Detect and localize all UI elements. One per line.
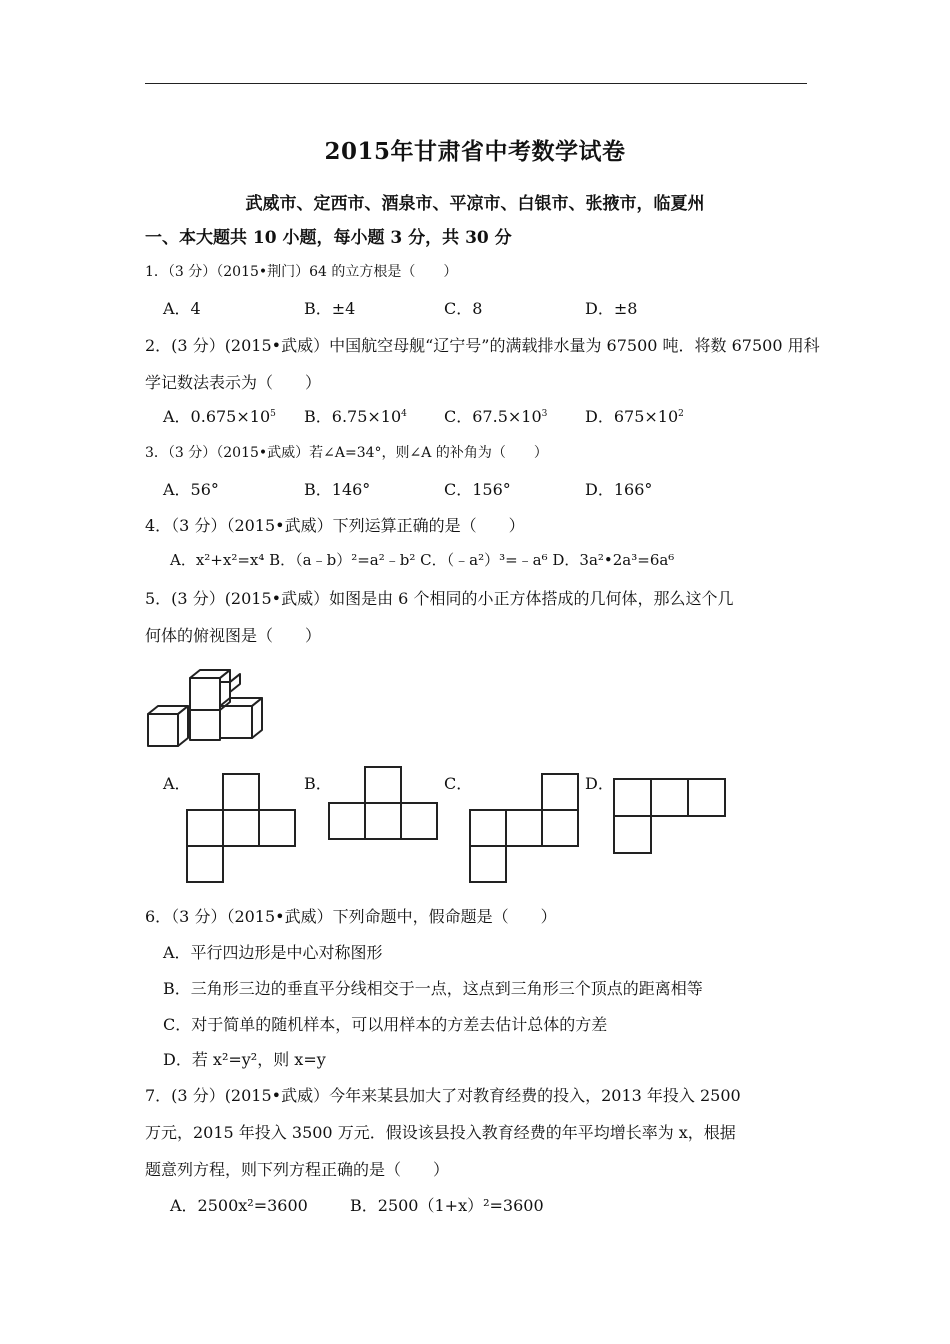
q6-option-c: C．对于简单的随机样本，可以用样本的方差去估计总体的方差 (163, 1015, 608, 1034)
q5-option-a-label: A． (163, 774, 191, 793)
q7-stem-line2: 万元，2015 年投入 3500 万元．假设该县投入教育经费的年平均增长率为 x，根据 (145, 1123, 736, 1142)
header-rule (145, 83, 807, 84)
q5-option-a-figure (186, 772, 298, 884)
q1-option-d: D．±8 (585, 299, 638, 318)
q3-option-a: A．56° (163, 480, 219, 499)
q5-option-c-figure (469, 772, 581, 884)
q5-option-b-figure (328, 766, 440, 840)
q4-options: A．x²+x²=x⁴ B．（a﹣b）²=a²﹣b² C．（﹣a²）³=﹣a⁶ D．3a²•2a³=6a⁶ (170, 551, 675, 569)
q3-option-c: C．156° (444, 480, 511, 499)
q5-option-b-label: B． (304, 774, 332, 793)
q3-option-b: B．146° (304, 480, 371, 499)
q2-option-d: D．$675\times 10^2$ (585, 407, 684, 426)
q2-option-a: A．$0.675\times 10^5$ (163, 407, 276, 426)
q6-option-d: D．若 x²=y²，则 x=y (163, 1050, 326, 1069)
q7-stem-line1: 7．(3 分）(2015•武威）今年来某县加大了对教育经费的投入，2013 年投入 2500 (145, 1086, 741, 1105)
page-title: 2015年甘肃省中考数学试卷 (324, 138, 626, 165)
q7-option-a: A．2500x²=3600 (170, 1196, 308, 1215)
q2-stem-line1: 2．(3 分）(2015•武威）中国航空母舰“辽宁号”的满载排水量为 67500 吨．将数 67500 用科 (145, 336, 820, 355)
q7-stem-line3: 题意列方程，则下列方程正确的是（ ） (145, 1160, 450, 1179)
q7-option-b: B．2500（1+x）²=3600 (350, 1196, 544, 1215)
q1-option-c: C．8 (444, 299, 483, 318)
cube-solid-figure (144, 660, 266, 748)
q6-option-b: B．三角形三边的垂直平分线相交于一点，这点到三角形三个顶点的距离相等 (163, 979, 703, 998)
page-subtitle: 武威市、定西市、酒泉市、平凉市、白银市、张掖市，临夏州 (245, 194, 705, 214)
q6-option-a: A．平行四边形是中心对称图形 (163, 943, 383, 962)
q2-stem-line2: 学记数法表示为（ ） (145, 373, 322, 392)
q1-option-b: B．±4 (304, 299, 356, 318)
q5-stem-line2: 何体的俯视图是（ ） (145, 626, 322, 645)
q6-stem: 6．（3 分）（2015•武威）下列命题中，假命题是（ ） (145, 907, 557, 926)
q5-option-d-label: D． (585, 774, 614, 793)
q1-option-a: A．4 (163, 299, 201, 318)
q5-stem-line1: 5．(3 分）(2015•武威）如图是由 6 个相同的小正方体搭成的几何体，那么这个几 (145, 589, 734, 608)
q4-stem: 4．（3 分）（2015•武威）下列运算正确的是（ ） (145, 516, 525, 535)
q2-option-c: C．$67.5\times 10^3$ (444, 407, 548, 426)
q3-stem: 3．（3 分）（2015•武威）若∠A=34°，则∠A 的补角为（ ） (145, 445, 548, 461)
section-heading: 一、本大题共 10 小题，每小题 3 分，共 30 分 (145, 228, 512, 248)
q2-option-b: B．$6.75\times 10^4$ (304, 407, 407, 426)
q1-stem: 1．（3 分）（2015•荆门）64 的立方根是（ ） (145, 264, 458, 280)
q5-option-c-label: C． (444, 774, 473, 793)
q5-option-d-figure (612, 778, 728, 854)
q3-option-d: D．166° (585, 480, 653, 499)
